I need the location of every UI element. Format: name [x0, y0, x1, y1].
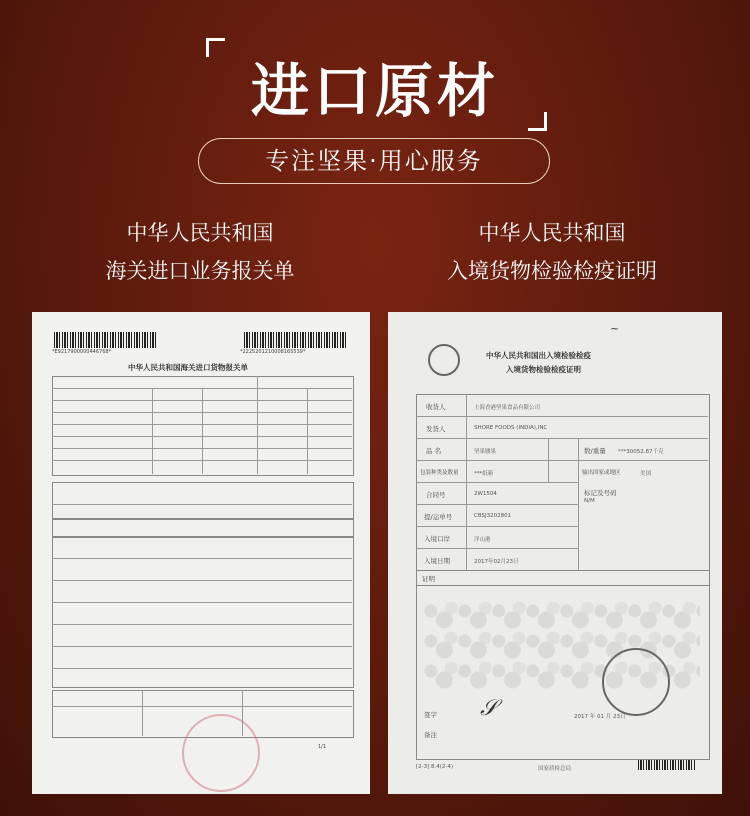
customs-declaration-image: [32, 312, 370, 794]
caption-left-line1: 中华人民共和国: [126, 221, 274, 245]
inspection-title-line1: 中华人民共和国出入境检验检疫: [486, 351, 591, 360]
port-value: 洋山港: [474, 537, 491, 543]
contract-value: 2W1504: [474, 491, 497, 497]
header: [0, 10, 750, 130]
customs-doc-title: 中华人民共和国海关进口货物报关单: [128, 363, 248, 372]
shipper-label: 发货人: [426, 425, 446, 433]
weight-value: ***30052.87千克: [618, 449, 664, 455]
caption-left: [40, 214, 360, 290]
slogan-pill: 专注坚果·用心服务: [198, 138, 550, 184]
package-label: 包装种类及数量: [420, 470, 459, 476]
customs-page-mark: 1/1: [318, 744, 327, 750]
customs-header-grid: [52, 376, 354, 476]
goods-value: 坚果腰果: [474, 449, 497, 455]
origin-value: 美国: [640, 471, 652, 477]
caption-left-line2: 海关进口业务报关单: [105, 259, 295, 283]
entry-date-value: 2017年02月23日: [474, 559, 519, 565]
page-title: 进口原材: [250, 57, 499, 125]
sign-label: 签字: [424, 711, 437, 719]
signature: 𝒮: [480, 696, 498, 721]
shipper-value: SHORE FOODS (INDIA),INC: [474, 425, 548, 431]
ciq-emblem: [428, 344, 460, 376]
barcode-right: [244, 332, 348, 348]
customs-marks-grid: [52, 482, 354, 520]
caption-right: [392, 214, 712, 290]
package-value: ***纸箱: [474, 471, 494, 477]
consignee-value: 上海香港坚果食品有限公司: [474, 405, 541, 411]
remark-label: 证明: [422, 575, 435, 583]
weight-label: 数/重量: [584, 447, 606, 455]
barcode-left-number: *E9217900000446768*: [52, 349, 112, 355]
remark2-label: 备注: [424, 731, 437, 739]
contract-label: 合同号: [426, 491, 446, 499]
barcode-right-number: *2225201210008165539*: [240, 349, 306, 355]
customs-red-seal: [182, 714, 260, 792]
footer-barcode: [638, 760, 696, 770]
inspection-title-line2: 入境货物检验检疫证明: [506, 365, 581, 374]
entry-date-label: 入境日期: [424, 557, 450, 565]
goods-label: 品 名: [426, 447, 442, 455]
inspection-seal: [602, 648, 670, 716]
inspection-grid: [416, 394, 710, 586]
caption-right-line1: 中华人民共和国: [478, 221, 626, 245]
handwritten-mark: ~: [610, 322, 620, 335]
footer-left: [2-3] 8.4(2-4): [416, 764, 454, 770]
port-label: 入境口岸: [424, 535, 450, 543]
barcode-left: [54, 332, 158, 348]
origin-label: 输出国家或地区: [582, 470, 621, 476]
footer-mid: 国家质检总局: [538, 766, 572, 772]
caption-right-line2: 入境货物检验检疫证明: [447, 259, 657, 283]
bill-value: CBSJ3202801: [474, 513, 512, 519]
mark-value: N/M: [584, 498, 595, 504]
corner-bracket-bottom-right: [528, 112, 547, 131]
inspection-certificate-image: [388, 312, 722, 794]
bill-label: 提/运单号: [424, 513, 453, 521]
customs-items-header: [52, 518, 354, 538]
sign-date: 2017 年 01 月 23日: [574, 714, 626, 720]
mark-label: 标记及号码: [584, 489, 617, 497]
consignee-label: 收货人: [426, 403, 446, 411]
